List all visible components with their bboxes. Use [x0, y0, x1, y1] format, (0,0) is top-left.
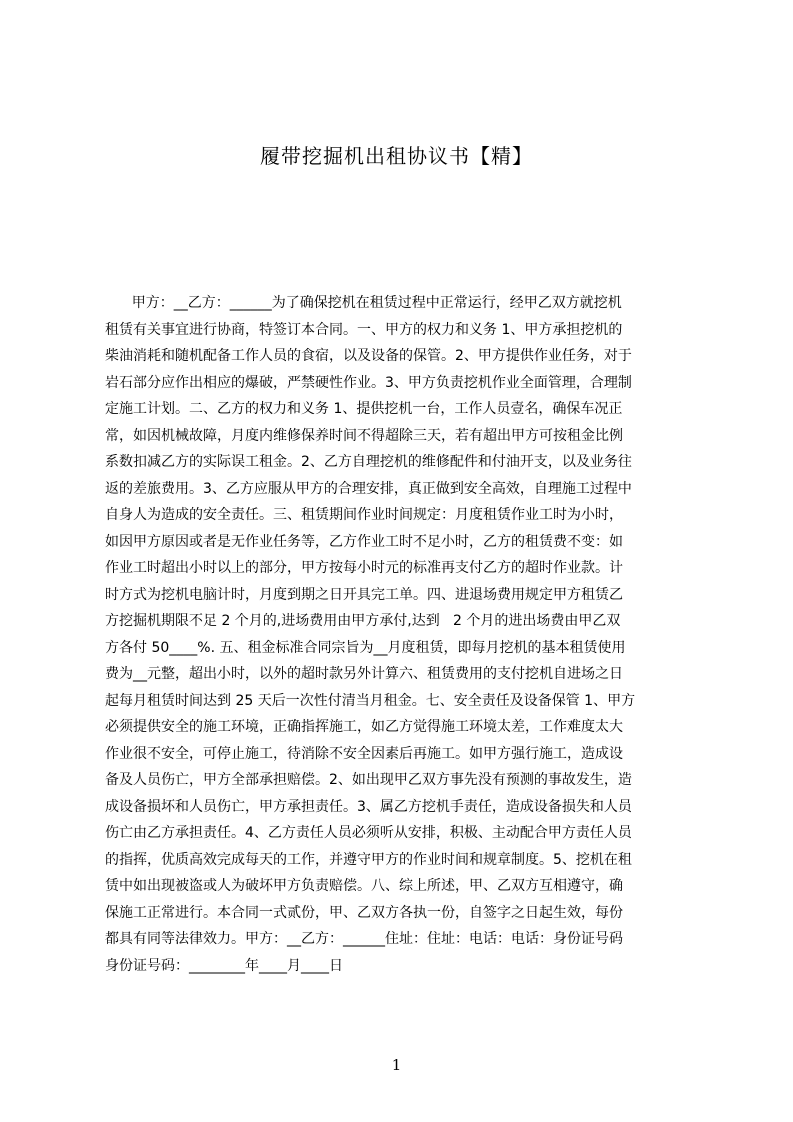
body-line: 起每月租赁时间达到 25 天后一次性付清当月租金。七、安全责任及设备保管 1、甲方	[105, 692, 636, 709]
body-line: 常，如因机械故障，月度内维修保养时间不得超除三天，若有超出甲方可按租金比例	[105, 427, 623, 444]
body-line: 身份证号码：________年____月____日	[105, 957, 343, 974]
body-line: 时方式为挖机电脑计时，月度到期之日开具完工单。四、进退场费用规定甲方租赁乙	[105, 586, 623, 603]
body-line: 备及人员伤亡，甲方全部承担赔偿。2、如出现甲乙双方事先没有预测的事故发生，造	[105, 772, 632, 788]
body-line: 如因甲方原因或者是无作业任务等，乙方作业工时不足小时，乙方的租赁费不变：如	[105, 533, 623, 550]
body-line: 费为__元整，超出小时，以外的超时款另外计算六、租赁费用的支付挖机自进场之日	[105, 666, 623, 682]
body-line: 柴油消耗和随机配备工作人员的食宿，以及设备的保管。2、甲方提供作业任务，对于	[105, 348, 632, 364]
body-line: 的指挥，优质高效完成每天的工作，并遵守甲方的作业时间和规章制度。5、挖机在租	[105, 851, 632, 868]
body-line: 保施工正常进行。本合同一式贰份，甲、乙双方各执一份，自签字之日起生效，每份	[105, 904, 623, 921]
body-line: 自身人为造成的安全责任。三、租赁期间作业时间规定：月度租赁作业工时为小时，	[105, 507, 623, 523]
body-line: 方各付 50____%. 五、租金标准合同宗旨为__月度租赁，即每月挖机的基本租赁使用	[105, 639, 626, 656]
body-line: 返的差旅费用。3、乙方应服从甲方的合理安排，真正做到安全高效，自理施工过程中	[105, 480, 632, 497]
body-line: 必须提供安全的施工环境，正确指挥施工，如乙方觉得施工环境太差，工作难度太大	[105, 719, 623, 735]
page-number: 1	[391, 1056, 402, 1074]
body-line: 甲方：__乙方：______为了确保挖机在租赁过程中正常运行，经甲乙双方就挖机	[105, 295, 622, 311]
body-line: 定施工计划。二、乙方的权力和义务 1、提供挖机一台，工作人员壹名，确保车况正	[105, 401, 623, 417]
body-line: 系数扣减乙方的实际误工租金。2、乙方自理挖机的维修配件和付油开支，以及业务往	[105, 454, 632, 470]
body-line: 岩石部分应作出相应的爆破，严禁硬性作业。3、甲方负责挖机作业全面管理，合理制	[105, 374, 632, 391]
body-line: 方挖掘机期限不足 2 个月的,进场费用由甲方承付,达到 2 个月的进出场费由甲乙双	[105, 613, 621, 629]
body-line: 作业工时超出小时以上的部分，甲方按每小时元的标准再支付乙方的超时作业款。计	[105, 560, 623, 576]
body-line: 伤亡由乙方承担责任。4、乙方责任人员必须听从安排，积极、主动配合甲方责任人员	[105, 825, 632, 841]
document-body	[105, 290, 697, 979]
body-line: 都具有同等法律效力。甲方：__乙方：______住址：住址：电话：电话：身份证号码	[105, 931, 623, 947]
body-line: 成设备损坏和人员伤亡，甲方承担责任。3、属乙方挖机手责任，造成设备损失和人员	[105, 798, 632, 815]
document-title: 履带挖掘机出租协议书【精】	[260, 144, 533, 168]
body-line: 赁中如出现被盗或人为破坏甲方负责赔偿。八、综上所述，甲、乙双方互相遵守，确	[105, 878, 623, 894]
body-line: 租赁有关事宜进行协商，特签订本合同。一、甲方的权力和义务 1、甲方承担挖机的	[105, 321, 623, 338]
body-line: 作业很不安全，可停止施工，待消除不安全因素后再施工。如甲方强行施工，造成设	[105, 745, 623, 762]
